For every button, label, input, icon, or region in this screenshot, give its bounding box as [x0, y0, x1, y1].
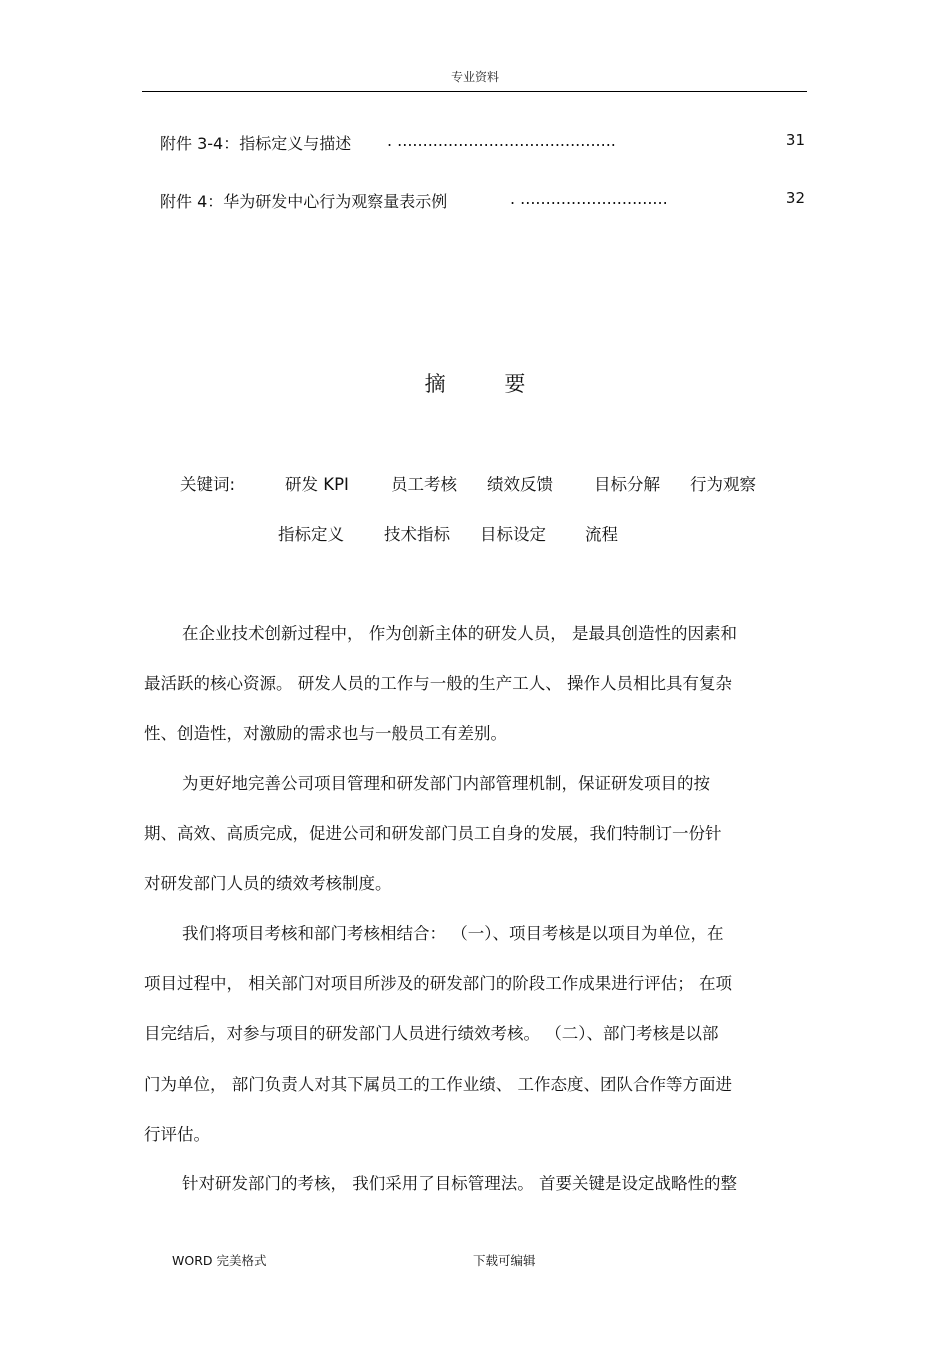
- body-line: 期、高效、高质完成，促进公司和研发部门员工自身的发展，我们特制订一份针: [144, 824, 722, 843]
- keyword: 技术指标: [384, 525, 450, 544]
- keyword: 目标设定: [480, 525, 546, 544]
- body-line: 对研发部门人员的绩效考核制度。: [144, 874, 392, 893]
- toc-entry-label: 附件 3-4：指标定义与描述: [160, 134, 352, 153]
- toc-entry-page: 31: [785, 131, 805, 149]
- footer-center: 下载可编辑: [473, 1253, 536, 1268]
- body-line: 为更好地完善公司项目管理和研发部门内部管理机制，保证研发项目的按: [182, 774, 710, 793]
- keyword: 流程: [585, 525, 618, 544]
- section-title: 摘 要: [424, 372, 552, 396]
- toc-entry[interactable]: [0, 131, 950, 153]
- keywords-label: 关键词:: [180, 475, 236, 494]
- body-line: 行评估。: [144, 1125, 210, 1144]
- toc-entry-label: 附件 4：华为研发中心行为观察量表示例: [160, 192, 448, 211]
- keyword: 目标分解: [594, 475, 660, 494]
- body-line: 门为单位， 部门负责人对其下属员工的工作业绩、 工作态度、团队合作等方面进: [144, 1075, 732, 1094]
- header-rule: [142, 91, 807, 92]
- page-header: 专业资料: [450, 70, 499, 84]
- keyword: 研发 KPI: [285, 475, 349, 494]
- toc-entry-page: 32: [785, 189, 805, 207]
- footer-left: WORD 完美格式: [172, 1253, 267, 1268]
- toc-entry-dots: . ...........................................: [387, 131, 616, 150]
- body-line: 我们将项目考核和部门考核相结合： （一）、项目考核是以项目为单位，在: [182, 924, 724, 943]
- body-line: 最活跃的核心资源。 研发人员的工作与一般的生产工人、 操作人员相比具有复杂: [144, 674, 732, 693]
- keyword: 员工考核: [391, 475, 457, 494]
- body-line: 针对研发部门的考核， 我们采用了目标管理法。 首要关键是设定战略性的整: [182, 1174, 737, 1193]
- body-line: 项目过程中， 相关部门对项目所涉及的研发部门的阶段工作成果进行评估； 在项: [144, 974, 732, 993]
- body-line: 性、创造性，对激励的需求也与一般员工有差别。: [144, 724, 507, 743]
- keyword: 绩效反馈: [487, 475, 553, 494]
- body-line: 在企业技术创新过程中， 作为创新主体的研发人员， 是最具创造性的因素和: [182, 624, 737, 643]
- toc-entry[interactable]: [0, 189, 950, 211]
- body-line: 目完结后，对参与项目的研发部门人员进行绩效考核。 （二）、部门考核是以部: [144, 1024, 719, 1043]
- keyword: 指标定义: [278, 525, 344, 544]
- toc-entry-dots: . .............................: [510, 189, 668, 208]
- keyword: 行为观察: [690, 475, 756, 494]
